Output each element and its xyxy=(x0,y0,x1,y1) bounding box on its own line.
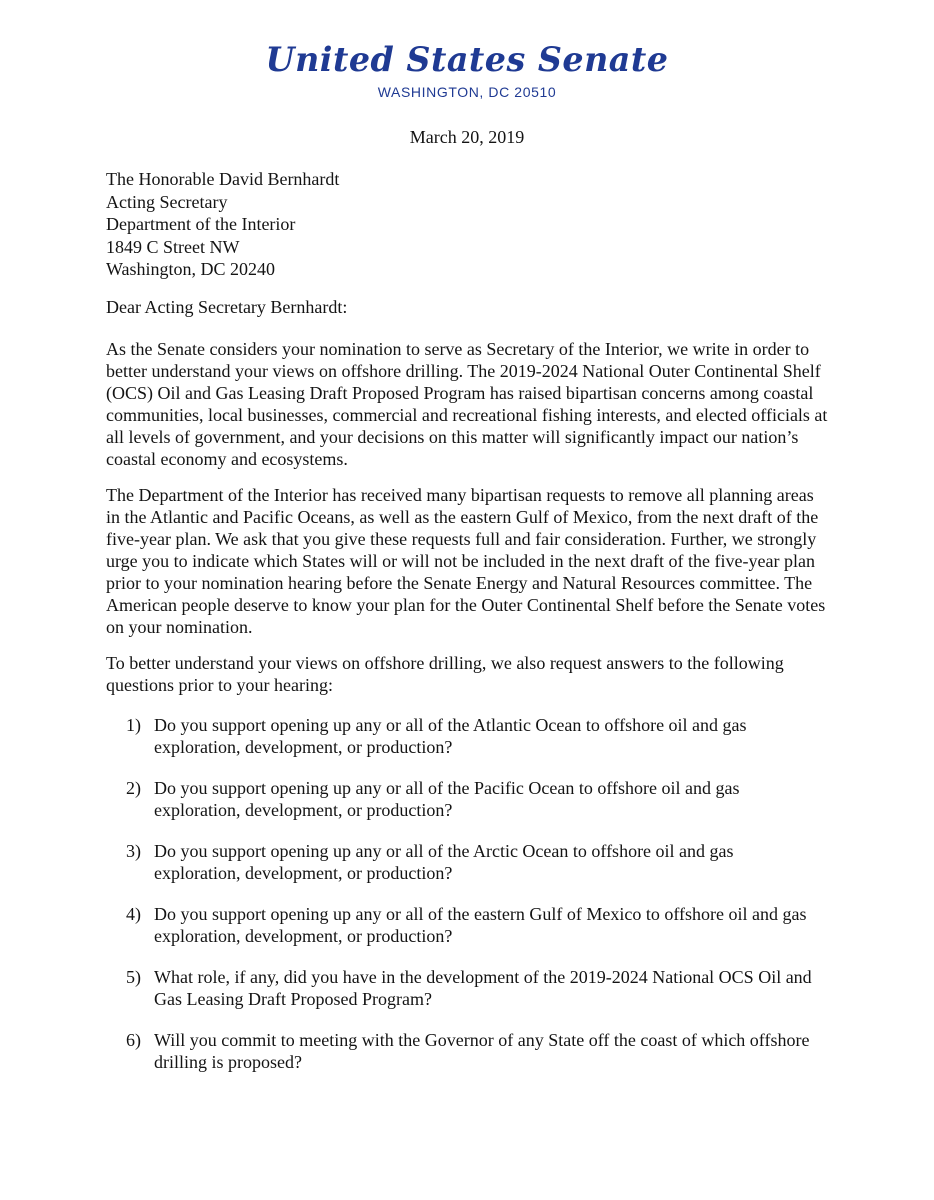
question-item xyxy=(126,1029,816,1073)
salutation: Dear Acting Secretary Bernhardt: xyxy=(106,297,348,317)
letter-date: March 20, 2019 xyxy=(409,127,525,147)
question-number: 5) xyxy=(126,967,141,987)
question-number: 6) xyxy=(126,1030,141,1050)
question-text: Will you commit to meeting with the Governor of any State off the coast of which offshore drilling is proposed? xyxy=(154,1030,810,1072)
question-item xyxy=(126,840,816,884)
question-item xyxy=(126,777,816,821)
letterhead-address: WASHINGTON, DC 20510 xyxy=(377,84,557,100)
recipient-department: Department of the Interior xyxy=(106,214,296,234)
paragraph-questions-intro: To better understand your views on offshore drilling, we also request answers to the following questions prior to your hearing: xyxy=(106,653,784,695)
letterhead-title: United States Senate xyxy=(265,40,669,80)
question-item xyxy=(126,903,816,947)
question-text: Do you support opening up any or all of the Atlantic Ocean to offshore oil and gas exploration, development, or production? xyxy=(154,715,747,757)
question-item xyxy=(126,966,816,1010)
question-text: What role, if any, did you have in the development of the 2019-2024 National OCS Oil and Gas Leasing Draft Proposed Program? xyxy=(154,967,812,1009)
question-text: Do you support opening up any or all of the eastern Gulf of Mexico to offshore oil and gas exploration, development, or production? xyxy=(154,904,807,946)
question-number: 2) xyxy=(126,778,141,798)
recipient-city: Washington, DC 20240 xyxy=(106,259,276,279)
question-number: 1) xyxy=(126,715,141,735)
recipient-name: The Honorable David Bernhardt xyxy=(106,169,340,189)
question-text: Do you support opening up any or all of the Arctic Ocean to offshore oil and gas exploration, development, or production? xyxy=(154,841,734,883)
question-text: Do you support opening up any or all of the Pacific Ocean to offshore oil and gas exploration, development, or production? xyxy=(154,778,740,820)
recipient-address-block xyxy=(106,168,339,281)
question-number: 3) xyxy=(126,841,141,861)
paragraph-requests: The Department of the Interior has received many bipartisan requests to remove all planning areas in the Atlantic and Pacific Oceans, as well as the eastern Gulf of Mexico, from the next draft of the five-year plan. We ask that you give these requests full and fair consideration. Further, we strongly urge you to indicate which States will or will not be included in the next draft of the five-year plan prior to your nomination hearing before the Senate Energy and Natural Resources committee. The American people deserve to know your plan for the Outer Continental Shelf before the Senate votes on your nomination. xyxy=(106,485,826,637)
question-number: 4) xyxy=(126,904,141,924)
question-item xyxy=(126,714,816,758)
recipient-street: 1849 C Street NW xyxy=(106,236,240,257)
paragraph-intro: As the Senate considers your nomination to serve as Secretary of the Interior, we write in order to better understand your views on offshore drilling. The 2019-2024 National Outer Continental Shelf (OCS) Oil and Gas Leasing Draft Proposed Program has raised bipartisan concerns among coastal communities, local businesses, commercial and recreational fishing interests, and elected officials at all levels of government, and your decisions on this matter will significantly impact our nation’s coastal economy and ecosystems. xyxy=(106,339,828,469)
recipient-title: Acting Secretary xyxy=(106,191,228,212)
